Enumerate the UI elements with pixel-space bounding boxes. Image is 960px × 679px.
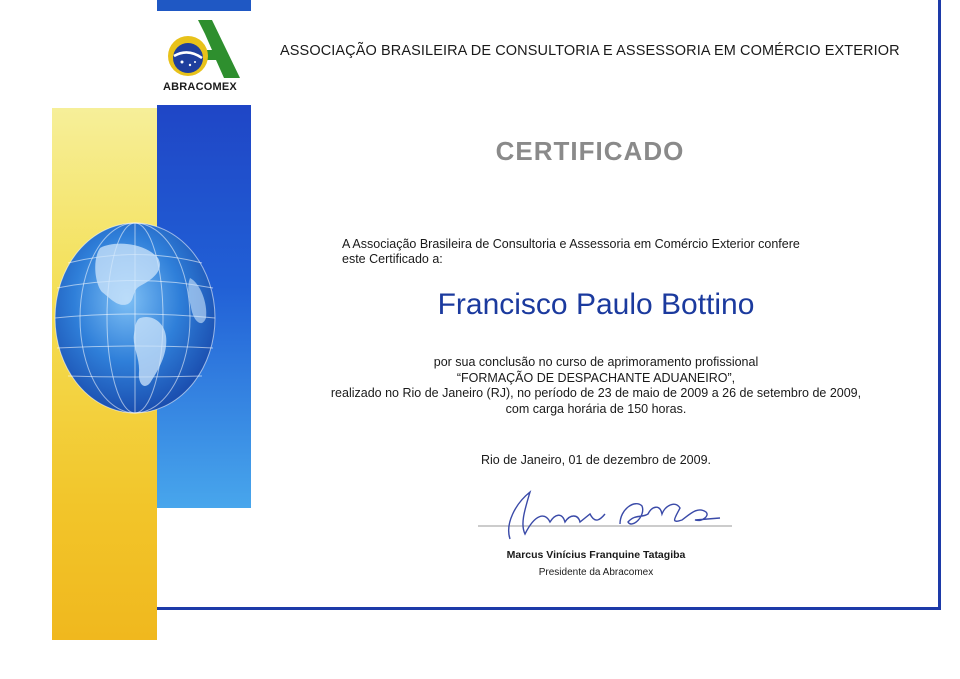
course-description: [0, 355, 960, 417]
course-line: realizado no Rio de Janeiro (RJ), no período de 23 de maio de 2009 a 26 de setembro de 2009,: [330, 386, 862, 400]
course-line: “FORMAÇÃO DE DESPACHANTE ADUANEIRO”,: [456, 370, 736, 385]
logo-text: ABRACOMEX: [163, 81, 237, 93]
abracomex-logo: [162, 18, 244, 80]
intro-line: este Certificado a:: [342, 252, 443, 266]
signatory-name: Marcus Vinícius Franquine Tatagiba: [506, 549, 686, 561]
handwritten-signature: [470, 484, 740, 544]
place-date: Rio de Janeiro, 01 de dezembro de 2009.: [480, 453, 712, 467]
certificate-title: CERTIFICADO: [495, 136, 685, 166]
course-line: com carga horária de 150 horas.: [505, 401, 687, 416]
recipient-name: Francisco Paulo Bottino: [437, 288, 755, 321]
intro-line: A Associação Brasileira de Consultoria e Assessoria em Comércio Exterior confere: [342, 237, 800, 251]
signatory-role: Presidente da Abracomex: [538, 567, 654, 578]
organization-name: ASSOCIAÇÃO BRASILEIRA DE CONSULTORIA E ASSESSORIA EM COMÉRCIO EXTERIOR: [280, 43, 900, 59]
intro-paragraph: [342, 237, 882, 267]
top-accent-strip: [157, 0, 251, 11]
course-line: por sua conclusão no curso de aprimoramento profissional: [433, 355, 759, 369]
